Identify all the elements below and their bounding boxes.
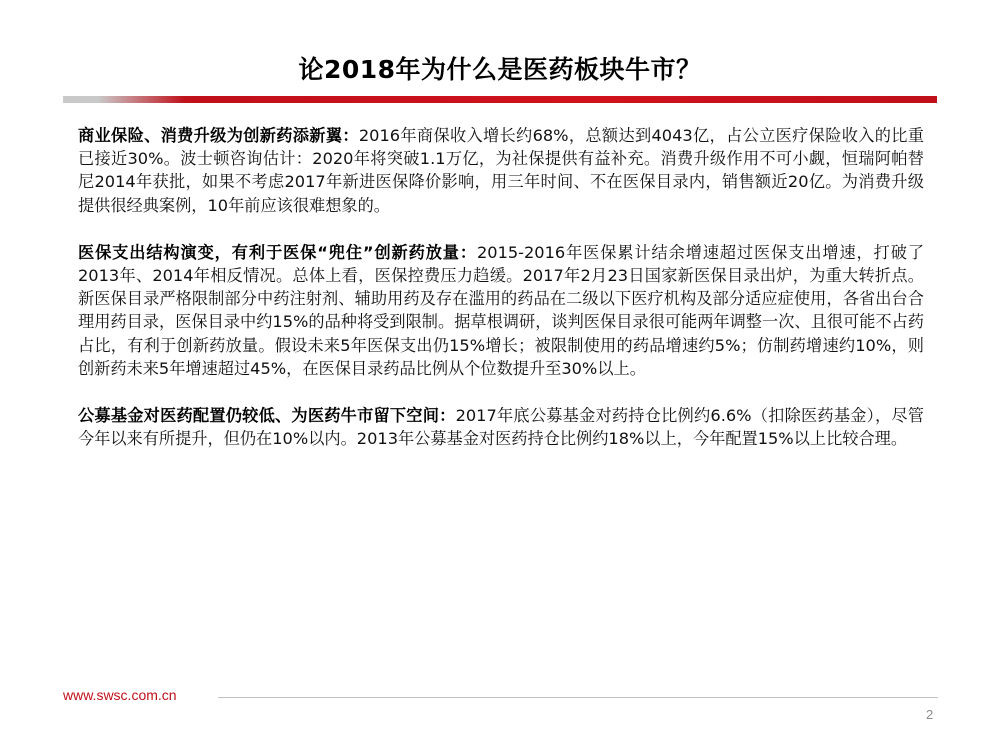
paragraph-text: 2016年商保收入增长约68%，总额达到4043亿，占公立医疗保险收入的比重已接近30%。波士顿咨询估计：2020年将突破1.1万亿，为社保提供有益补充。消费升级作用不可小觑，恒瑞阿帕替尼2014年获批，如果不考虑2017年新进医保降价影响，用三年时间、不在医保目录内，销售额近20亿。为消费升级提供很经典案例，10年前应该很难想象的。 — [78, 126, 924, 215]
slide-body — [78, 124, 924, 474]
paragraph-lead: 商业保险、消费升级为创新药添新翼： — [78, 126, 359, 145]
paragraph-commercial-insurance — [78, 124, 924, 217]
paragraph-text: 2017年底公募基金对药持仓比例约6.6%（扣除医药基金），尽管今年以来有所提升，但仍在10%以内。2013年公募基金对医药持仓比例约18%以上，今年配置15%以上比较合理。 — [78, 406, 924, 449]
paragraph-text: 2015-2016年医保累计结余增速超过医保支出增速，打破了2013年、2014年相反情况。总体上看，医保控费压力趋缓。2017年2月23日国家新医保目录出炉，为重大转折点。新医保目录严格限制部分中药注射剂、辅助用药及存在滥用的药品在二级以下医疗机构及部分适应症使用，各省出台合理用药目录，医保目录中约15%的品种将受到限制。据草根调研，谈判医保目录很可能两年调整一次、且很可能不占药占比，有利于创新药放量。假设未来5年医保支出仍15%增长；被限制使用的药品增速约5%；仿制药增速约10%，则创新药未来5年增速超过45%，在医保目录药品比例从个位数提升至30%以上。 — [78, 242, 925, 378]
footer-divider — [218, 697, 938, 698]
paragraph-lead: 医保支出结构演变，有利于医保“兜住”创新药放量： — [78, 242, 477, 262]
footer-website-link[interactable]: www.swsc.com.cn — [63, 687, 177, 703]
slide-title: 论2018年为什么是医药板块牛市？ — [298, 55, 702, 84]
title-divider — [63, 96, 937, 103]
paragraph-medical-insurance — [78, 241, 924, 380]
page-number: 2 — [926, 707, 934, 722]
paragraph-public-funds — [78, 404, 924, 450]
paragraph-lead: 公募基金对医药配置仍较低、为医药牛市留下空间： — [78, 406, 456, 426]
